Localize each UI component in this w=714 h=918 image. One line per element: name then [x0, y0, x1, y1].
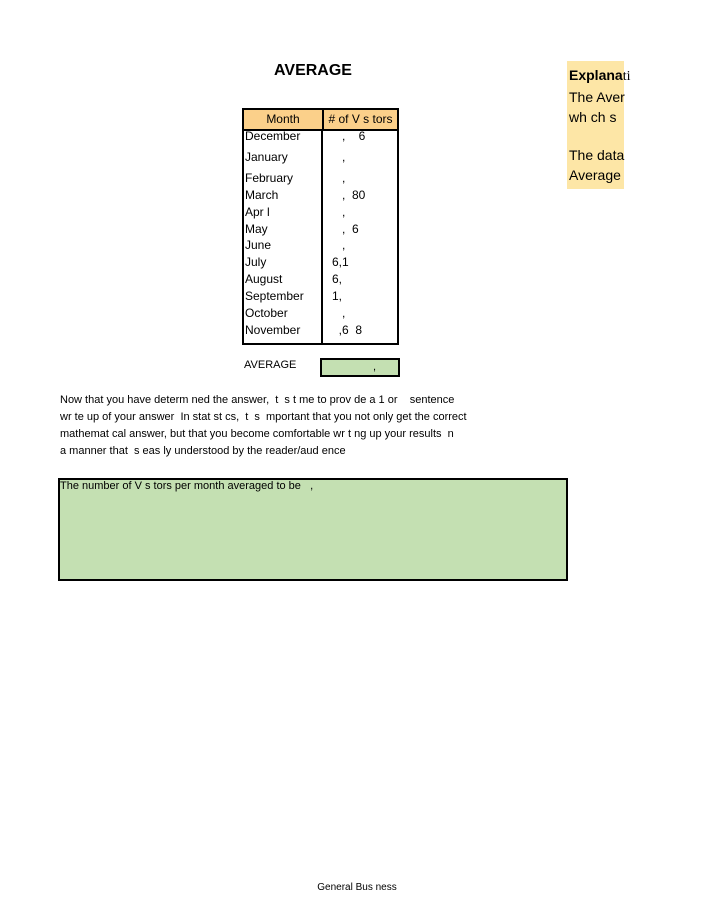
paragraph-line: a manner that s eas ly understood by the reader/aud ence: [60, 445, 346, 457]
month-cell[interactable]: February: [245, 171, 294, 185]
explanation-heading: [567, 65, 631, 87]
average-value-cell[interactable]: ,: [320, 358, 400, 377]
table-row: [244, 128, 397, 144]
visitors-cell[interactable]: ,6 8: [332, 323, 363, 337]
answer-text-box[interactable]: The number of V s tors per month averaged to be ,: [58, 478, 568, 581]
explanation-line: wh ch s: [569, 109, 617, 125]
visitors-cell[interactable]: ,: [332, 171, 346, 185]
explanation-line: Average: [569, 167, 621, 183]
table-row: [244, 187, 397, 203]
instructions-paragraph: [60, 392, 520, 460]
month-cell[interactable]: May: [245, 222, 268, 236]
visitors-cell[interactable]: ,: [332, 306, 346, 320]
visitors-cell[interactable]: 6,: [332, 272, 343, 286]
visitors-cell[interactable]: 6,1: [332, 255, 349, 269]
explanation-line: The data: [569, 147, 625, 163]
month-cell[interactable]: November: [245, 323, 301, 337]
month-cell[interactable]: August: [245, 272, 283, 286]
paragraph-line: Now that you have determ ned the answer, t s t me to prov de a 1 or sentence: [60, 394, 455, 406]
table-row: [244, 305, 397, 321]
paragraph-line: mathemat cal answer, but that you become comfortable wr t ng up your results n: [60, 428, 454, 440]
table-row: [244, 254, 397, 270]
visitors-table: [242, 108, 399, 345]
table-row: [244, 149, 397, 165]
explanation-box: [567, 61, 631, 189]
month-cell[interactable]: July: [245, 255, 267, 269]
month-cell[interactable]: June: [245, 238, 272, 252]
month-cell[interactable]: October: [245, 306, 288, 320]
visitors-cell[interactable]: ,: [332, 205, 346, 219]
month-cell[interactable]: March: [245, 188, 279, 202]
visitors-cell[interactable]: , 6: [332, 129, 366, 143]
table-row: [244, 221, 397, 237]
visitors-cell[interactable]: ,: [332, 150, 346, 164]
explanation-heading-rest: ti: [622, 69, 631, 84]
month-cell[interactable]: December: [245, 129, 301, 143]
page-footer: General Bus ness: [317, 882, 397, 893]
month-cell[interactable]: Apr l: [245, 205, 270, 219]
explanation-line: The Aver: [569, 89, 625, 105]
visitors-cell[interactable]: , 6: [332, 222, 359, 236]
visitors-header[interactable]: # of V s tors: [328, 112, 393, 126]
month-header[interactable]: Month: [244, 110, 324, 129]
visitors-cell[interactable]: ,: [332, 238, 346, 252]
explanation-heading-bold: Explana: [569, 67, 623, 83]
table-row: [244, 204, 397, 220]
table-row: [244, 271, 397, 287]
visitors-cell[interactable]: 1,: [332, 289, 343, 303]
table-row: [244, 237, 397, 253]
page-title: AVERAGE: [274, 62, 352, 79]
visitors-cell[interactable]: , 80: [332, 188, 366, 202]
month-cell[interactable]: January: [245, 150, 288, 164]
table-row: [244, 288, 397, 304]
month-cell[interactable]: September: [245, 289, 304, 303]
table-row: [244, 322, 397, 338]
table-row: [244, 170, 397, 186]
average-label: AVERAGE: [244, 359, 297, 371]
paragraph-line: wr te up of your answer In stat st cs, t s mportant that you not only get the correct: [60, 411, 467, 423]
